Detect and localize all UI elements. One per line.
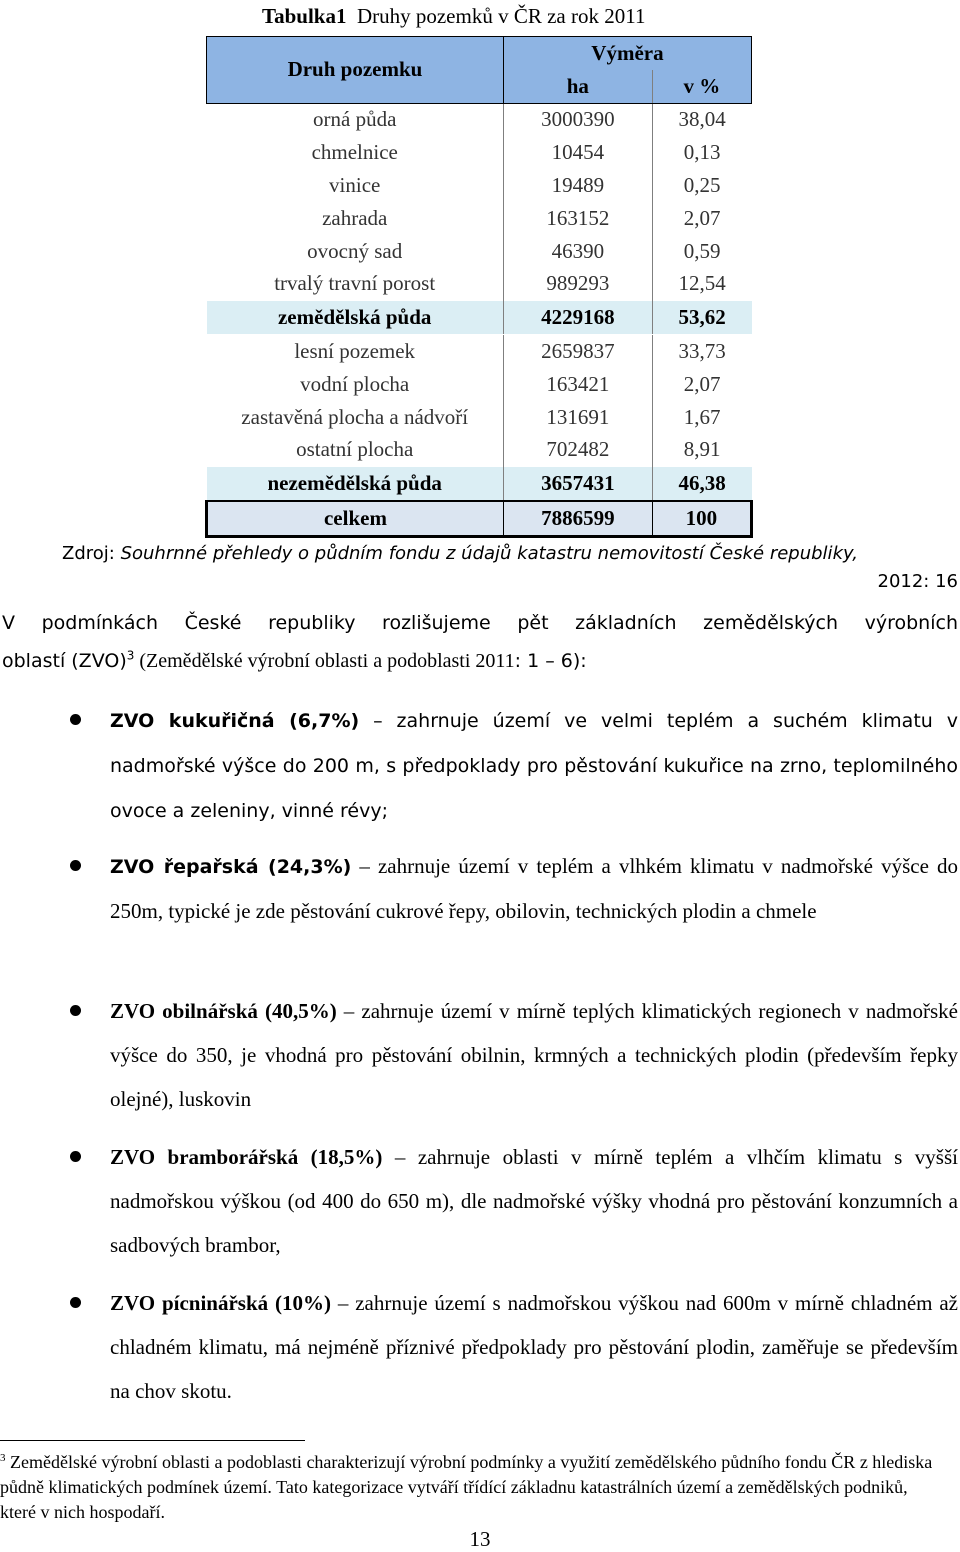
land-use-table (205, 36, 753, 538)
table-row (207, 368, 752, 401)
zvo-text: – zahrnuje území v mírně teplých klimatických regionech v nadmořské výšce do 350, je vhodná pro pěstování obilnin, krmných a technických plodin (především řepky olejné), luskovin (110, 999, 958, 1111)
intro-paragraph (2, 604, 958, 680)
percent-cell: 1,67 (652, 401, 751, 434)
table-row (207, 434, 752, 467)
source-title: Souhrnné přehledy o půdním fondu z údajů katastru nemovitostí České republiky, (120, 543, 858, 564)
bullet-icon (70, 860, 81, 871)
bullet-icon (70, 1151, 81, 1162)
subtotal-row (207, 467, 752, 501)
table-row (207, 401, 752, 434)
zvo-name: ZVO řepařská (24,3%) (110, 856, 352, 878)
percent-cell: 53,62 (652, 301, 751, 335)
percent-cell: 100 (652, 501, 751, 536)
hectares-cell: 10454 (503, 136, 652, 169)
table-row (207, 103, 752, 136)
land-type-cell: ovocný sad (307, 238, 403, 263)
table-row (207, 136, 752, 169)
land-type-cell: zemědělská půda (207, 301, 504, 335)
caption-text: Druhy pozemků v ČR za rok 2011 (356, 4, 646, 28)
land-type-cell: nezemědělská půda (207, 467, 504, 501)
hectares-cell: 989293 (503, 268, 652, 301)
header-land-type: Druh pozemku (207, 37, 504, 104)
table-row (207, 335, 752, 368)
percent-cell: 0,25 (652, 169, 751, 202)
land-type-cell: zastavěná plocha a nádvoří (241, 404, 469, 429)
bullet-icon (70, 1297, 81, 1308)
percent-cell: 0,13 (652, 136, 751, 169)
hectares-cell: 7886599 (503, 501, 652, 536)
hectares-cell: 131691 (503, 401, 652, 434)
table-row (207, 202, 752, 235)
hectares-cell: 4229168 (503, 301, 652, 335)
footnote-text: Zemědělské výrobní oblasti a podoblasti charakterizují výrobní podmínky a využití zemědělského půdního fondu ČR z hlediska půdně klimatických podmínek území. Tato kategorizace vytváří třídící základnu katastrálních území a zemědělských podniků, které v nich hospodaří. (0, 1452, 933, 1522)
zvo-text: – zahrnuje území ve velmi teplém a suchém klimatu v nadmořské výšce do 200 m, s předpoklady pro pěstování kukuřice na zrno, teplomilného ovoce a zeleniny, vinné révy; (110, 710, 958, 822)
caption-label: Tabulka1 (262, 4, 347, 28)
percent-cell: 0,59 (652, 235, 751, 268)
total-row (207, 501, 752, 536)
land-type-cell: vinice (329, 173, 381, 198)
header-ha: ha (503, 70, 652, 103)
percent-cell: 33,73 (652, 335, 751, 368)
hectares-cell: 702482 (503, 434, 652, 467)
footnote-mark: 3 (0, 1452, 6, 1464)
bullet-icon (70, 714, 81, 725)
percent-cell: 8,91 (652, 434, 751, 467)
land-type-cell: trvalý travní porost (274, 271, 436, 296)
percent-cell: 2,07 (652, 368, 751, 401)
zvo-name: ZVO pícninářská (10%) (110, 1291, 331, 1315)
bullet-icon (70, 1005, 81, 1016)
hectares-cell: 2659837 (503, 335, 652, 368)
zvo-name: ZVO kukuřičná (6,7%) (110, 710, 360, 732)
land-type-cell: zahrada (322, 205, 388, 230)
table-caption (262, 4, 645, 29)
percent-cell: 46,38 (652, 467, 751, 501)
land-type-cell: ostatní plocha (296, 437, 414, 462)
land-type-cell: celkem (207, 501, 504, 536)
table-row (207, 268, 752, 301)
hectares-cell: 3657431 (503, 467, 652, 501)
page-number: 13 (469, 1527, 491, 1551)
footnote-divider (0, 1440, 305, 1441)
intro-citation: (Zemědělské výrobní oblasti a podoblasti 2011 (134, 650, 515, 672)
percent-cell: 2,07 (652, 202, 751, 235)
hectares-cell: 19489 (503, 169, 652, 202)
source-prefix: Zdroj: (62, 543, 115, 564)
table-row (207, 235, 752, 268)
hectares-cell: 3000390 (503, 103, 652, 136)
source-suffix: 2012: 16 (877, 571, 958, 592)
zvo-text: – zahrnuje oblasti v mírně teplém a vlhčím klimatu s vyšší nadmořskou výškou (od 400 do 650 m), dle nadmořské výšky vhodná pro pěstování konzumních a sadbových brambor, (110, 1145, 958, 1257)
footnote-ref[interactable]: 3 (126, 648, 135, 663)
percent-cell: 38,04 (652, 103, 751, 136)
intro-line-2-end: : 1 – 6): (514, 650, 587, 672)
table-row (207, 169, 752, 202)
footnote (0, 1450, 940, 1525)
header-percent: v % (652, 70, 751, 103)
land-type-cell: vodní plocha (300, 371, 410, 396)
intro-line-2-start: oblastí (ZVO) (2, 650, 127, 672)
intro-line-1: V podmínkách České republiky rozlišujeme pět základních zemědělských výrobních (2, 612, 958, 634)
zvo-name: ZVO obilnářská (40,5%) (110, 999, 337, 1023)
hectares-cell: 163152 (503, 202, 652, 235)
percent-cell: 12,54 (652, 268, 751, 301)
land-type-cell: orná půda (313, 107, 397, 132)
zvo-text: – zahrnuje území s nadmořskou výškou nad 600m v mírně chladném až chladném klimatu, má nejméně příznivé předpoklady pro pěstování plodin, zaměřuje se především na chov skotu. (110, 1291, 958, 1403)
zvo-text: – zahrnuje území v teplém a vlhkém klimatu v nadmořské výšce do 250m, typické je zde pěstování cukrové řepy, obilovin, technických plodin a chmele (110, 854, 958, 923)
land-type-cell: chmelnice (311, 140, 398, 165)
zvo-name: ZVO bramborářská (18,5%) (110, 1145, 383, 1169)
hectares-cell: 46390 (503, 235, 652, 268)
table-source (62, 540, 958, 596)
hectares-cell: 163421 (503, 368, 652, 401)
land-type-cell: lesní pozemek (294, 339, 416, 364)
subtotal-row (207, 301, 752, 335)
header-area: Výměra (503, 37, 751, 70)
